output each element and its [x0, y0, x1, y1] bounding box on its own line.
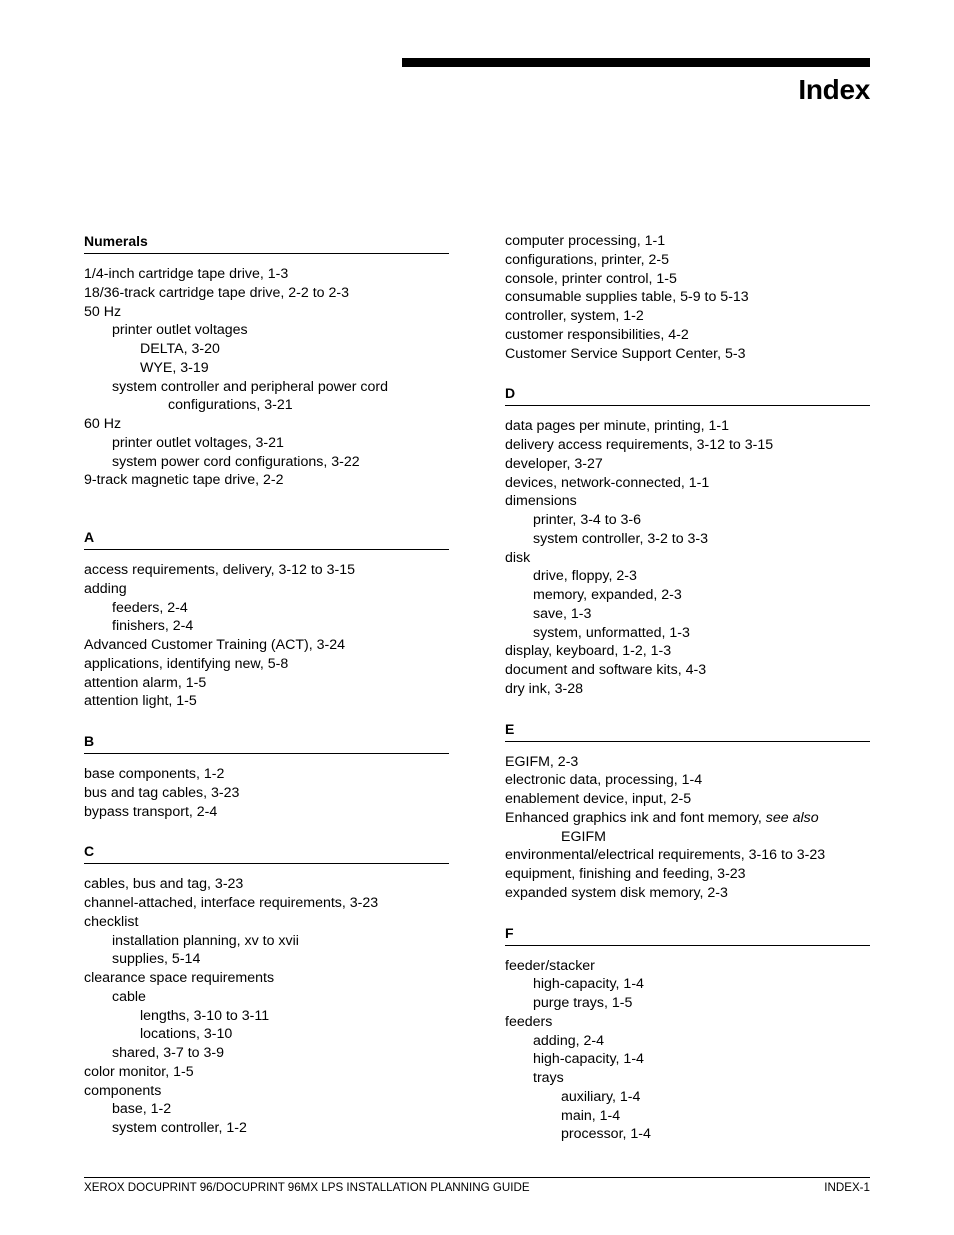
index-subentry: memory, expanded, 2-3	[533, 587, 682, 603]
index-entry: electronic data, processing, 1-4	[505, 772, 703, 789]
index-subentry: cable	[112, 988, 146, 1005]
index-subentry: adding, 2-4	[533, 1032, 604, 1049]
index-entry: bypass transport, 2-4	[84, 803, 218, 820]
section-heading: D	[505, 384, 870, 406]
index-subentry: processor, 1-4	[561, 1126, 651, 1143]
index-subentry: lengths, 3-10 to 3-11	[140, 1007, 270, 1024]
footer-page-number: INDEX-1	[824, 1181, 870, 1194]
index-entry: EGIFM, 2-3	[505, 753, 579, 770]
section-e	[505, 720, 870, 903]
index-entry: color monitor, 1-5	[84, 1063, 194, 1080]
index-subentry: shared, 3-7 to 3-9	[112, 1045, 224, 1061]
index-entry: 60 Hz	[84, 416, 122, 432]
top-rule	[402, 58, 870, 67]
index-entry: access requirements, delivery, 3-12 to 3-15	[84, 562, 356, 578]
index-column-left	[84, 232, 449, 1138]
index-entry: adding	[84, 580, 127, 597]
section-c	[84, 842, 449, 1138]
index-entry: customer responsibilities, 4-2	[505, 326, 689, 343]
section-heading: C	[84, 842, 449, 864]
index-continuation: configurations, 3-21	[168, 397, 293, 414]
index-subentry: locations, 3-10	[140, 1026, 233, 1043]
index-entry: channel-attached, interface requirements, 3-23	[84, 895, 379, 911]
index-entry: computer processing, 1-1	[505, 233, 666, 249]
index-subentry: supplies, 5-14	[112, 951, 201, 968]
index-entry: attention light, 1-5	[84, 693, 197, 710]
index-subentry: printer outlet voltages, 3-21	[112, 434, 284, 451]
index-subentry: high-capacity, 1-4	[533, 1051, 644, 1068]
index-entry: console, printer control, 1-5	[505, 270, 677, 287]
index-entry: environmental/electrical requirements, 3-16 to 3-23	[505, 847, 826, 864]
index-subentry: drive, floppy, 2-3	[533, 568, 637, 585]
page-title: Index	[798, 74, 870, 105]
index-entry: attention alarm, 1-5	[84, 674, 207, 691]
index-entry: controller, system, 1-2	[505, 308, 644, 324]
section-c-continued	[505, 232, 870, 363]
section-heading: Numerals	[84, 232, 449, 254]
index-entry: 1/4-inch cartridge tape drive, 1-3	[84, 266, 289, 282]
index-entry: expanded system disk memory, 2-3	[505, 884, 728, 901]
section-heading: E	[505, 720, 870, 742]
index-subentry: save, 1-3	[533, 605, 592, 622]
index-entry: disk	[505, 549, 531, 566]
index-entry: Customer Service Support Center, 5-3	[505, 345, 746, 362]
index-column-right	[505, 232, 870, 1144]
index-subentry: purge trays, 1-5	[533, 995, 633, 1011]
index-subentry: system controller, 1-2	[112, 1120, 247, 1136]
index-entry: bus and tag cables, 3-23	[84, 784, 240, 801]
index-subentry: system, unformatted, 1-3	[533, 624, 690, 641]
index-entry: developer, 3-27	[505, 455, 603, 472]
index-entry: document and software kits, 4-3	[505, 662, 707, 678]
index-subentry: main, 1-4	[561, 1107, 621, 1124]
index-entry: enablement device, input, 2-5	[505, 791, 692, 807]
index-entry: delivery access requirements, 3-12 to 3-15	[505, 437, 774, 453]
footer-rule	[84, 1177, 870, 1178]
index-subentry: trays	[533, 1070, 564, 1086]
section-numerals	[84, 232, 449, 490]
section-b	[84, 732, 449, 821]
index-entry	[505, 809, 870, 828]
index-subentry: system controller and peripheral power cord	[112, 378, 388, 395]
index-entry: equipment, finishing and feeding, 3-23	[505, 866, 746, 882]
index-entry: components	[84, 1082, 162, 1099]
index-subentry: finishers, 2-4	[112, 618, 194, 635]
section-d	[505, 384, 870, 698]
index-entry: dry ink, 3-28	[505, 680, 584, 697]
index-subentry: high-capacity, 1-4	[533, 976, 644, 993]
index-entry: data pages per minute, printing, 1-1	[505, 418, 729, 435]
section-heading: A	[84, 528, 449, 550]
index-entry: 50 Hz	[84, 303, 122, 320]
index-entry: 18/36-track cartridge tape drive, 2-2 to 2-3	[84, 284, 349, 301]
section-f	[505, 924, 870, 1145]
index-entry: Advanced Customer Training (ACT), 3-24	[84, 637, 345, 653]
index-entry: base components, 1-2	[84, 766, 225, 782]
index-entry: display, keyboard, 1-2, 1-3	[505, 643, 672, 660]
index-subentry: printer outlet voltages	[112, 322, 248, 339]
index-subentry: feeders, 2-4	[112, 599, 188, 616]
index-entry: feeder/stacker	[505, 957, 595, 974]
index-subentry: system controller, 3-2 to 3-3	[533, 530, 709, 547]
index-entry: checklist	[84, 913, 139, 930]
footer-document-title: XEROX DOCUPRINT 96/DOCUPRINT 96MX LPS INSTALLATION PLANNING GUIDE	[84, 1181, 530, 1194]
index-subentry: DELTA, 3-20	[140, 341, 220, 357]
index-subentry: system power cord configurations, 3-22	[112, 453, 360, 470]
index-entry: cables, bus and tag, 3-23	[84, 876, 244, 893]
index-subentry: installation planning, xv to xvii	[112, 932, 299, 949]
entry-text: Enhanced graphics ink and font memory,	[505, 809, 762, 826]
index-subentry: auxiliary, 1-4	[561, 1088, 641, 1105]
index-continuation: EGIFM	[561, 828, 606, 845]
index-subentry: printer, 3-4 to 3-6	[533, 512, 642, 528]
section-heading: B	[84, 732, 449, 754]
index-entry: 9-track magnetic tape drive, 2-2	[84, 472, 284, 489]
section-a	[84, 528, 449, 711]
index-entry: consumable supplies table, 5-9 to 5-13	[505, 289, 749, 306]
index-entry: dimensions	[505, 493, 577, 510]
index-subentry: WYE, 3-19	[140, 359, 209, 376]
index-entry: applications, identifying new, 5-8	[84, 655, 289, 672]
section-heading: F	[505, 924, 870, 946]
see-also-reference: see also	[765, 809, 819, 826]
index-entry: configurations, printer, 2-5	[505, 251, 670, 268]
index-entry: clearance space requirements	[84, 970, 275, 986]
index-entry: devices, network-connected, 1-1	[505, 474, 710, 491]
index-subentry: base, 1-2	[112, 1101, 172, 1118]
index-entry: feeders	[505, 1013, 553, 1030]
